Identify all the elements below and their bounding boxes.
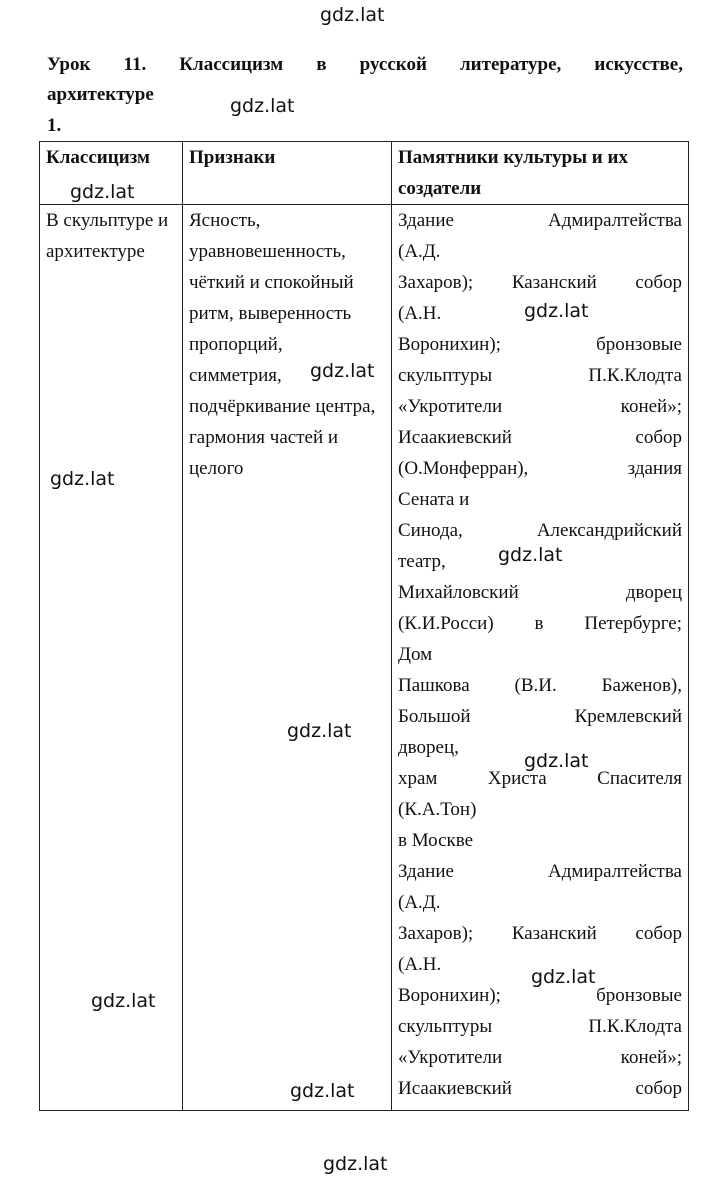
cell-line: Большой Кремлевский (398, 706, 682, 727)
watermark: gdz.lat (498, 544, 563, 566)
cell-line: Дом (398, 644, 433, 665)
watermark: gdz.lat (287, 720, 352, 742)
cell-line: (К.А.Тон) (398, 799, 477, 820)
task-number: 1. (47, 115, 62, 136)
cell-line: Здание Адмиралтейства (398, 210, 682, 231)
lesson-title: Урок 11. Классицизм в русской литературе, искусстве, (47, 54, 683, 75)
cell-line: Сената и (398, 489, 470, 510)
classicism-table (39, 141, 689, 1111)
cell-line: (А.Н. (398, 303, 442, 324)
cell-line: ритм, выверенность (189, 303, 352, 324)
table-row (40, 205, 689, 1111)
watermark-top: gdz.lat (320, 4, 385, 26)
header-classicism: Классицизм (40, 142, 183, 205)
header-monuments-line: создатели (398, 178, 482, 199)
watermark-bottom: gdz.lat (323, 1153, 388, 1175)
cell-line: «Укротители коней»; (398, 396, 682, 417)
cell-line: подчёркивание центра, (189, 396, 376, 417)
cell-line: уравновешенность, (189, 241, 346, 262)
watermark: gdz.lat (91, 990, 156, 1012)
watermark: gdz.lat (50, 468, 115, 490)
watermark: gdz.lat (524, 300, 589, 322)
lesson-title-continued: архитектуре (47, 84, 154, 105)
cell-line: гармония частей и (189, 427, 339, 448)
cell-line: Воронихин); бронзовые (398, 334, 682, 355)
cell-line: дворец, (398, 737, 459, 758)
cell-features (183, 205, 392, 1111)
cell-line: Захаров); Казанский собор (398, 272, 682, 293)
cell-line: В скульптуре и (46, 210, 169, 231)
watermark: gdz.lat (531, 966, 596, 988)
cell-line: (К.И.Росси) в Петербурге; (398, 613, 682, 634)
cell-line: Здание Адмиралтейства (398, 861, 682, 882)
cell-line: Захаров); Казанский собор (398, 923, 682, 944)
cell-line: «Укротители коней»; (398, 1047, 682, 1068)
header-monuments (392, 142, 689, 205)
watermark: gdz.lat (310, 360, 375, 382)
cell-line: Исаакиевский собор (398, 427, 682, 448)
cell-line: Михайловский дворец (398, 582, 682, 603)
cell-line: театр, (398, 551, 446, 572)
cell-line: (А.Н. (398, 954, 442, 975)
cell-line: Исаакиевский собор (398, 1078, 682, 1099)
watermark: gdz.lat (524, 750, 589, 772)
cell-line: Воронихин); бронзовые (398, 985, 682, 1006)
cell-line: Ясность, (189, 210, 261, 231)
watermark: gdz.lat (290, 1080, 355, 1102)
cell-line: Синода, Александрийский (398, 520, 682, 541)
cell-monuments (392, 205, 689, 1111)
cell-line: целого (189, 458, 244, 479)
header-features: Признаки (183, 142, 392, 205)
watermark: gdz.lat (230, 95, 295, 117)
cell-line: (А.Д. (398, 241, 441, 262)
cell-line: симметрия, (189, 365, 282, 386)
cell-line: архитектуре (46, 241, 145, 262)
watermark: gdz.lat (70, 181, 135, 203)
table-header-row (40, 142, 689, 205)
cell-line: чёткий и спокойный (189, 272, 354, 293)
cell-classicism (40, 205, 183, 1111)
cell-line: Пашкова (В.И. Баженов), (398, 675, 682, 696)
cell-line: скульптуры П.К.Клодта (398, 365, 682, 386)
cell-line: пропорций, (189, 334, 283, 355)
cell-line: (А.Д. (398, 892, 441, 913)
cell-line: (О.Монферран), здания (398, 458, 682, 479)
cell-line: храм Христа Спасителя (398, 768, 682, 789)
cell-line: скульптуры П.К.Клодта (398, 1016, 682, 1037)
header-monuments-line: Памятники культуры и их (398, 147, 628, 168)
cell-line: в Москве (398, 830, 474, 851)
